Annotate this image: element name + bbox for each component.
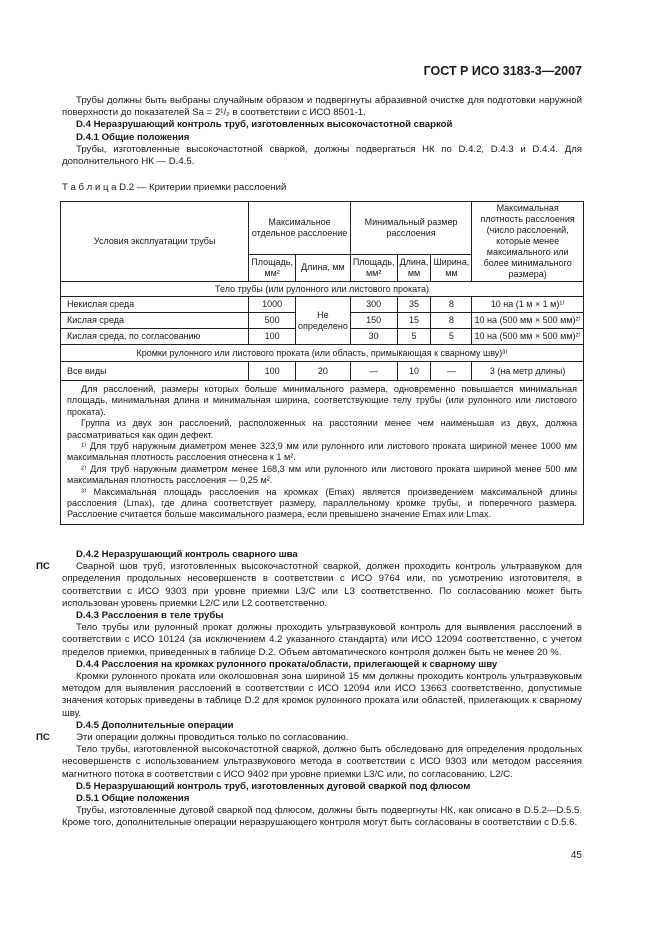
cell-area: 500 [249,313,296,329]
cell-condition: Кислая среда [61,313,249,329]
section-d51-text: Трубы, изготовленные дуговой сваркой под флюсом, должны быть подвергнуты НК, как описано в D.5.2—D.5.5. Кроме того, дополнительные операции неразрушающего контроля могут быть согласованы в соответствии с D.5.6. [62,805,582,829]
table-footnote: ²⁾ Для труб наружным диаметром менее 168,3 мм или рулонного или листового проката шириной менее 500 мм максимальная плотность расслоения — 0,25 м². [67,463,577,486]
cell-min-length: 5 [397,329,431,345]
header-max-single: Максимальное отдельное расслоение [249,202,351,255]
cell-min-area: 30 [350,329,397,345]
cell-min-length: 10 [397,362,431,381]
cell-not-defined: Не определено [295,297,350,345]
ps-marker-d42: ПС [36,561,50,572]
acceptance-criteria-table [60,201,584,525]
cell-min-area: 150 [350,313,397,329]
section-d51-title: D.5.1 Общие положения [76,793,190,805]
section-d45-title: D.4.5 Дополнительные операции [76,719,234,731]
cell-condition: Все виды [61,362,249,381]
body-section [62,549,582,830]
header-max-density: Максимальная плотность расслоения (число расслоений, которые менее максимального или более минимального размера) [472,202,584,282]
cell-min-length: 15 [397,313,431,329]
cell-min-area: — [350,362,397,381]
section-d41-text: Трубы, изготовленные высокочастотной сваркой, должны подвергаться НК по D.4.2, D.4.3 и D.4.4. Для дополнительного НК — D.4.5. [62,143,582,168]
document-id-header: ГОСТ Р ИСО 3183-3—2007 [423,64,582,78]
section-d42-text: Сварной шов труб, изготовленных высокочастотной сваркой, должен проходить контроль ультразвуком для определения продольных несовершенств в соответствии с ИСО 9764 или, по усмотрению изготовителя, в соответствии с ИСО 9303 при уровне приемки L3/C или L3 соответственно. По согласованию может быть использован уровень приемки L2/C или L2 соответственно. [62,561,582,609]
section-d43-text: Тело трубы или рулонный прокат должны проходить ультразвуковой контроль для выявления расслоений в соответствии с ИСО 10124 (за исключением 4.2 указанного стандарта) или ИСО 12094 соответственно, с учетом пределов приемки, приведенных в таблице D.2. Объем автоматического контроля должен быть не менее 20 %. [62,622,582,658]
intro-paragraph: Трубы должны быть выбраны случайным образом и подвергнуты абразивной очистке для подготовки наружной поверхности до показателей Sa = 2¹/₂ в соответствии с ИСО 8501-1. [62,95,582,119]
cell-min-width: 8 [431,297,472,313]
cell-min-width: — [431,362,472,381]
header-min-size: Минимальный размер расслоения [350,202,471,255]
header-min-area: Площадь, мм² [350,254,397,281]
section-d45-text: Тело трубы, изготовленной высокочастотной сваркой, должно быть обследовано для определения продольных несовершенств с использованием ультразвукового метода в соответствии с ИСО 9303 или методом рассеяния магнитного потока в соответствии с ИСО 9402 при уровне приемки L3/C или, по согласованию, L2/C. [62,744,582,780]
section-edges: Кромки рулонного или листового проката (или область, примыкающая к сварному шву)³⁾ [61,345,584,362]
section-d43-title: D.4.3 Расслоения в теле трубы [76,610,224,622]
cell-area: 100 [249,329,296,345]
cell-min-area: 300 [350,297,397,313]
section-pipe-body: Тело трубы (или рулонного или листового проката) [61,282,584,297]
cell-min-width: 8 [431,313,472,329]
section-d42-title: D.4.2 Неразрушающий контроль сварного шва [76,549,298,560]
cell-condition: Кислая среда, по согласованию [61,329,249,345]
section-d44-title: D.4.4 Расслоения на кромках рулонного проката/области, прилегающей к сварному шву [76,658,498,670]
cell-area: 100 [249,362,296,381]
table-note: Группа из двух зон расслоений, расположенных на расстоянии менее чем наименьшая из двух, должна рассматриваться как один дефект. [67,418,577,440]
cell-min-length: 35 [397,297,431,313]
section-d44-text: Кромки рулонного проката или околошовная зона шириной 15 мм должны проходить контроль ультразвуковым методом для выявления расслоений в соответствии с ИСО 12094 или ИСО 13663 соответственно, допустимые значения которых приведены в таблице D.2 для кромок рулонного проката или областей, прилегающих к сварному шву. [62,671,582,719]
table-row [61,297,584,313]
section-d5-title: D.5 Неразрушающий контроль труб, изготовленных дуговой сваркой под флюсом [76,780,471,792]
page-number: 45 [570,850,582,861]
ps-marker-d45: ПС [36,732,50,743]
table-footnote: ³⁾ Максимальная площадь расслоения на кромках (Emax) является произведением максимальной длины расслоения (Lmax), где длина соответствует размеру, параллельному кромке трубы, и поперечного размера. Расслоение считается больше максимального размера, если превышено значение Emax или Lmax. [67,486,577,520]
table-notes [61,381,584,525]
cell-length: 20 [295,362,350,381]
table-row [61,362,584,381]
intro-section [62,95,582,168]
cell-density: 10 на (1 м × 1 м)¹⁾ [472,297,584,313]
section-d4-title: D.4 Неразрушающий контроль труб, изготовленных высокочастотной сваркой [76,119,453,131]
header-min-length: Длина, мм [397,254,431,281]
cell-density: 3 (на метр длины) [472,362,584,381]
table-note: Для расслоений, размеры которых больше минимального размера, одновременно повышается минимальная площадь, минимальная длина и минимальная ширина, соответствующие телу трубы (или рулонного или листового проката). [67,384,577,417]
cell-condition: Некислая среда [61,297,249,313]
header-length: Длина, мм [295,254,350,281]
cell-density: 10 на (500 мм × 500 мм)²⁾ [472,313,584,329]
table-caption: Т а б л и ц а D.2 — Критерии приемки расслоений [62,182,287,193]
header-min-width: Ширина, мм [431,254,472,281]
section-d45-ps: Эти операции должны проводиться только по согласованию. [76,732,349,744]
cell-area: 1000 [249,297,296,313]
header-area: Площадь, мм² [249,254,296,281]
header-conditions: Условия эксплуатации трубы [61,202,249,282]
cell-min-width: 5 [431,329,472,345]
table-footnote: ¹⁾ Для труб наружным диаметром менее 323,9 мм или рулонного или листового проката шириной менее 1000 мм максимальная плотность расслоения отнесена к 1 м². [67,441,577,463]
section-d41-title: D.4.1 Общие положения [76,131,190,143]
cell-density: 10 на (500 мм × 500 мм)²⁾ [472,329,584,345]
